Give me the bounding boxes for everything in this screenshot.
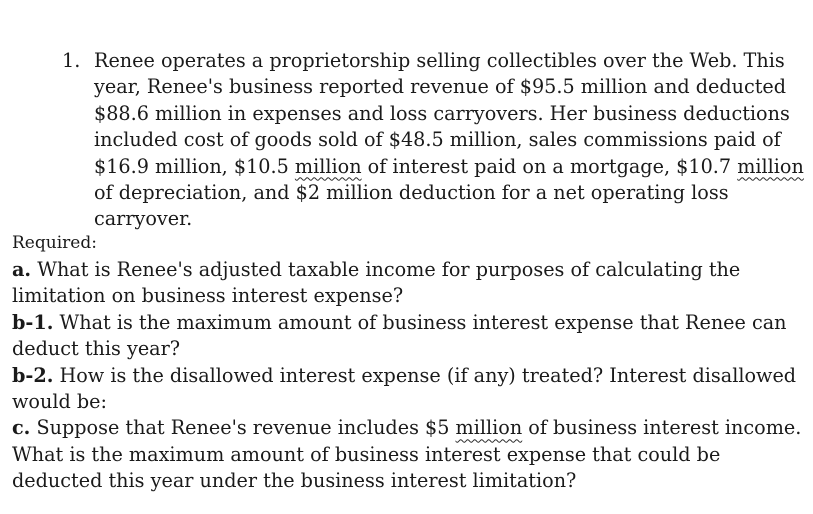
question-a-text-2: limitation on business interest expense? [12,284,404,308]
required-heading: Required: [12,233,97,253]
question-c-text-3: deducted this year under the business interest limitation? [12,469,577,493]
question-b2 [12,363,807,389]
problem-line-3: $88.6 million in expenses and loss carryovers. Her business deductions [94,101,790,125]
problem-text [94,48,802,233]
problem-line-2: year, Renee's business reported revenue of $95.5 million and deducted [94,75,787,99]
question-a-label: a. [12,258,32,281]
question-b1 [12,310,807,336]
problem-1 [62,48,802,233]
question-c [12,415,807,441]
question-b2-label: b-2. [12,363,54,387]
question-c-text-1c: of business interest income. [522,416,802,440]
spellcheck-underlined-word: million [455,416,523,440]
question-c-label: c. [12,416,31,440]
question-b1-text-2: deduct this year? [12,337,181,361]
problem-line-5-part-c: of interest paid on a mortgage, $10.7 [361,154,738,178]
problem-line-5-part-a: $16.9 million, $10.5 [94,154,295,178]
question-b1-text-1: What is the maximum amount of business interest expense that Renee can [53,310,787,334]
question-b1-label: b-1. [12,310,54,334]
question-list [12,257,807,495]
question-c-text-1a: Suppose that Renee's revenue includes $5 [30,416,456,440]
problem-line-1: Renee operates a proprietorship selling collectibles over the Web. This [94,49,785,72]
problem-line-4: included cost of goods sold of $48.5 million, sales commissions paid of [94,128,781,152]
spellcheck-underlined-word: million [294,154,362,178]
question-b2-text-2: would be: [12,390,107,414]
spellcheck-underlined-word: million [737,154,804,178]
problem-number: 1. [62,49,81,72]
problem-line-5 [94,154,802,180]
question-c-text-2: What is the maximum amount of business interest expense that could be [12,442,721,466]
problem-line-7: carryover. [94,207,193,231]
question-a [12,257,807,283]
question-b2-text-1: How is the disallowed interest expense (if any) treated? Interest disallowed [53,363,797,387]
problem-line-6: of depreciation, and $2 million deduction for a net operating loss [94,181,729,205]
question-a-text-1: What is Renee's adjusted taxable income for purposes of calculating the [31,258,741,281]
